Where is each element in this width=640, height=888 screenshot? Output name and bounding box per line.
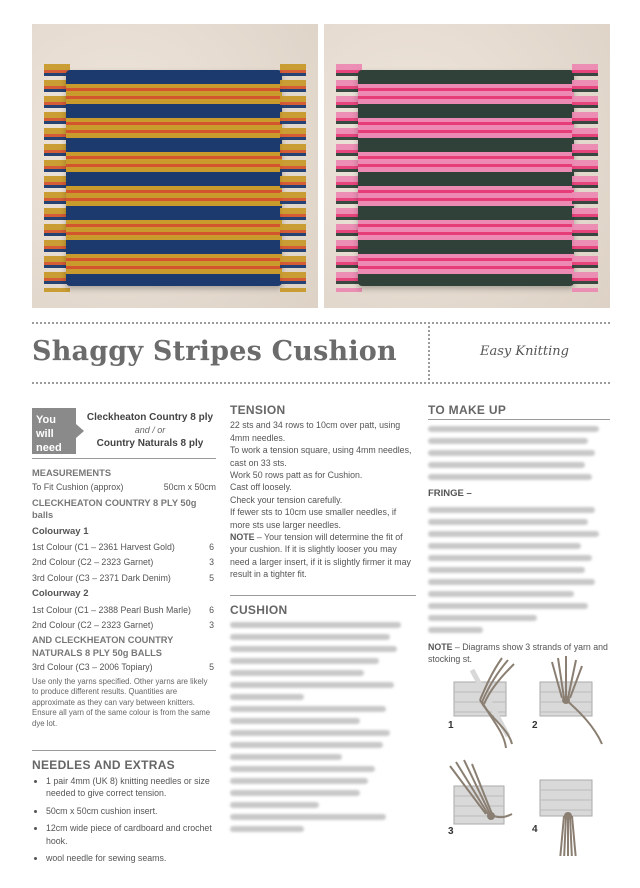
list-item: • 12cm wide piece of cardboard and crochet hook. (46, 822, 216, 847)
yarn-row (32, 541, 216, 553)
yarn-row (32, 619, 216, 631)
yarn-note: Use only the yarns specified. Other yarns are likely to produce different results. Quantities are approximate as they can vary between knitters. Ensure all yarn of the same colour is from the same dye lot. (32, 676, 211, 729)
yarn-row-qty: 5 (209, 662, 214, 673)
yarn-row (32, 572, 216, 584)
diagram-number: 4 (532, 824, 538, 835)
fringe-right (280, 64, 306, 292)
yarn-row-label: 1st Colour (C1 – 2361 Harvest Gold) (32, 542, 175, 553)
yarn-row-qty: 6 (209, 604, 214, 615)
measurement-label: To Fit Cushion (approx) (32, 482, 124, 493)
fringe-heading: FRINGE – (428, 488, 472, 500)
you-will-need-badge: You will need (32, 408, 76, 454)
yarn-row-label: 2nd Colour (C2 – 2323 Garnet) (32, 557, 154, 568)
fringe-diagrams (442, 652, 612, 870)
diagram-3 (442, 756, 522, 856)
divider-top (32, 322, 610, 324)
cushion-photos (32, 24, 610, 308)
needles-list (32, 775, 216, 864)
divider-vertical (428, 326, 430, 380)
difficulty-level: Easy Knitting (480, 344, 569, 359)
tension-line: Check your tension carefully. (230, 494, 343, 505)
list-item: • wool needle for sewing seams. (46, 852, 216, 864)
list-item: • 1 pair 4mm (UK 8) knitting needles or size needed to give correct tension. (46, 775, 216, 800)
rule (230, 595, 416, 596)
naturals-heading: AND CLECKHEATON COUNTRY NATURALS 8 PLY 50g BALLS (32, 635, 174, 658)
cushion-instructions-blurred (230, 622, 416, 832)
note-text: – Diagrams show 3 strands of yarn and stocking st. (428, 641, 608, 665)
tension-heading: TENSION (230, 403, 286, 417)
yarn-row-label: 3rd Colour (C3 – 2006 Topiary) (32, 662, 153, 673)
photo-colourway-2 (324, 24, 610, 308)
measurements-heading: MEASUREMENTS (32, 468, 112, 478)
yarn-row-qty: 3 (209, 620, 214, 631)
divider-bottom (32, 382, 610, 384)
rule (428, 419, 610, 420)
pattern-column (230, 404, 416, 838)
balls-heading: CLECKHEATON COUNTRY 8 PLY 50g balls (32, 497, 197, 521)
note-label: NOTE (428, 641, 453, 652)
tension-line: 22 sts and 34 rows to 10cm over patt, using 4mm needles. (230, 420, 401, 443)
make-up-instructions-blurred (428, 426, 610, 480)
yarn-row (32, 604, 216, 616)
yarn-row-qty: 5 (209, 572, 214, 583)
yarn-row-label: 3rd Colour (C3 – 2371 Dark Denim) (32, 572, 171, 583)
diagram-number: 1 (448, 720, 454, 731)
cushion-colourway-2 (358, 70, 574, 286)
colourway-2-heading: Colourway 2 (32, 588, 89, 600)
yarn-or: and / or (134, 425, 166, 435)
fringe-right (572, 64, 598, 292)
diagram-number: 3 (448, 826, 454, 837)
fringe-instructions-blurred (428, 507, 610, 633)
yarn-row-qty: 3 (209, 557, 214, 568)
needles-heading: NEEDLES AND EXTRAS (32, 757, 175, 772)
diagram-1 (442, 652, 522, 752)
diagram-number: 2 (532, 720, 538, 731)
diagram-2 (530, 652, 610, 752)
yarn-name-1: Cleckheaton Country 8 ply (86, 412, 214, 423)
tension-note (230, 531, 416, 581)
yarn-row (32, 556, 216, 568)
tension-line: To work a tension square, using 4mm needles, cast on 33 sts. (230, 445, 412, 468)
materials-column (32, 408, 216, 870)
tension-line: If fewer sts to 10cm use smaller needles, if more sts use larger needles. (230, 507, 397, 530)
yarn-name-2: Country Naturals 8 ply (96, 438, 204, 449)
you-will-need-box (32, 408, 216, 454)
yarn-row-label: 2nd Colour (C2 – 2323 Garnet) (32, 620, 154, 631)
to-make-up-heading: TO MAKE UP (428, 403, 507, 417)
yarn-row (32, 661, 216, 673)
list-item: • 50cm x 50cm cushion insert. (46, 805, 216, 817)
note-label: NOTE (230, 532, 255, 543)
note-text: – Your tension will determine the fit of your cushion. If it is slightly looser you may need a larger insert, if it is slightly firmer it may result in a tighter fit. (230, 532, 411, 580)
measurement-value: 50cm x 50cm (163, 482, 216, 493)
cushion-colourway-1 (66, 70, 282, 286)
photo-colourway-1 (32, 24, 318, 308)
tension-line: Cast off loosely. (230, 482, 292, 493)
rule (32, 750, 216, 751)
yarn-row-label: 1st Colour (C1 – 2388 Pearl Bush Marle) (32, 604, 191, 615)
yarn-names (76, 408, 216, 454)
diagram-4 (530, 756, 610, 856)
colourway-1-heading: Colourway 1 (32, 525, 89, 537)
rule (32, 458, 216, 459)
make-up-column (428, 404, 610, 666)
yarn-row-qty: 6 (209, 542, 214, 553)
cushion-heading: CUSHION (230, 602, 288, 617)
page-title: Shaggy Stripes Cushion (32, 336, 397, 367)
tension-line: Work 50 rows patt as for Cushion. (230, 470, 363, 481)
measurement-row (32, 481, 216, 493)
